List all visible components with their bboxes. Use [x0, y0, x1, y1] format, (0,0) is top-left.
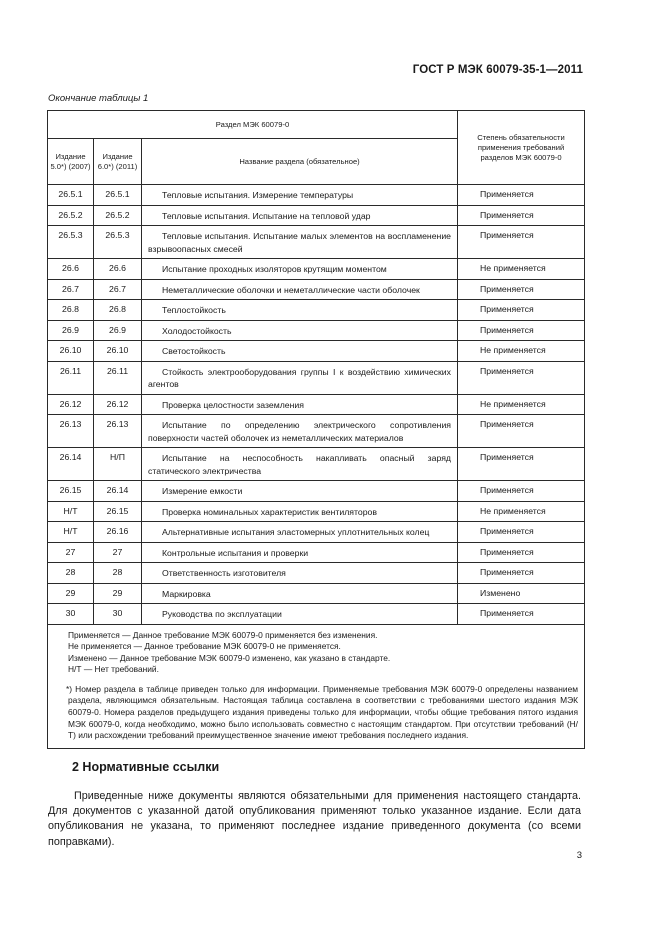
col3-header: Название раздела (обязательное) — [142, 139, 458, 185]
section-ed6: 27 — [94, 542, 142, 563]
table-notes — [48, 624, 585, 748]
group-header: Раздел МЭК 60079-0 — [48, 111, 458, 139]
section-ed6: 26.10 — [94, 341, 142, 362]
table-row — [48, 300, 585, 321]
note-no-requirements: Н/Т — Нет требований. — [68, 664, 159, 675]
table-caption: Окончание таблицы 1 — [48, 93, 149, 104]
section-ed6: 26.15 — [94, 501, 142, 522]
section-name-text: Измерение емкости — [162, 486, 243, 496]
section-ed5: 30 — [48, 604, 94, 625]
table-row — [48, 448, 585, 481]
section-name — [142, 522, 458, 543]
section-name — [142, 341, 458, 362]
section-name — [142, 563, 458, 584]
table-row — [48, 320, 585, 341]
section-name — [142, 226, 458, 259]
section-name-text: Ответственность изготовителя — [162, 568, 286, 578]
section-name — [142, 279, 458, 300]
section-name-text: Проверка целостности заземления — [162, 399, 304, 410]
section-ed5: 26.7 — [48, 279, 94, 300]
table-row — [48, 279, 585, 300]
section-name — [142, 542, 458, 563]
section-ed5: 26.14 — [48, 448, 94, 481]
section-ed5: 28 — [48, 563, 94, 584]
section-ed6: 26.8 — [94, 300, 142, 321]
section-ed6: 30 — [94, 604, 142, 625]
section-name — [142, 501, 458, 522]
section-name — [142, 259, 458, 280]
section-name — [142, 394, 458, 415]
table-row — [48, 226, 585, 259]
section-name-text: Холодостойкость — [162, 325, 232, 336]
table-footnote: *) Номер раздела в таблице приведен только для информации. Применяемые требования МЭК 60079-0 определены названием раздела, являющимся обязательным. Настоящая таблица составлена в соответствии с требованиями шестого издания МЭК 60079-0. Номера разделов предыдущего издания приведены только для информации, чтобы общие требования пятого издания МЭК 60079-0, когда необходимо, можно было использовать совместно с настоящим стандартом. При отсутствии требований (Н/Т) или расхождении требований преимущественное значение имеют требования последнего издания. — [66, 683, 579, 741]
section-ed6: 26.12 — [94, 394, 142, 415]
section-status: Применяется — [458, 279, 585, 300]
table-row — [48, 259, 585, 280]
table-row — [48, 205, 585, 226]
section-status: Не применяется — [458, 341, 585, 362]
table-row — [48, 563, 585, 584]
section-name — [142, 205, 458, 226]
section-status: Применяется — [458, 448, 585, 481]
section-status: Применяется — [458, 185, 585, 206]
section-ed6: Н/П — [94, 448, 142, 481]
section-name-text: Тепловые испытания. Испытание малых элементов на воспламенение взрывоопасных смесей — [148, 231, 452, 254]
section-status: Применяется — [458, 522, 585, 543]
col2-header: Издание 6.0*) (2011) — [94, 139, 142, 185]
section-paragraph: Приведенные ниже документы являются обязательными для применения настоящего стандарта. Для документов с указанной датой опубликования применяют только указанное издание. Если дата опубликования не указана, то применяют последнее издание приведенного документа (со всеми поправками). — [48, 790, 581, 848]
section-name-text: Теплостойкость — [162, 305, 226, 315]
section-ed5: 26.10 — [48, 341, 94, 362]
section-name — [142, 300, 458, 321]
section-name-text: Неметаллические оболочки и неметаллические части оболочек — [162, 284, 420, 295]
section-name — [142, 604, 458, 625]
section-name — [142, 481, 458, 502]
section-ed5: 26.8 — [48, 300, 94, 321]
section-title: 2 Нормативные ссылки — [72, 760, 220, 774]
table-row — [48, 481, 585, 502]
section-name — [142, 583, 458, 604]
section-ed6: 26.9 — [94, 320, 142, 341]
section-name-text: Тепловые испытания. Испытание на тепловой удар — [162, 210, 371, 221]
section-name-text: Маркировка — [162, 588, 211, 599]
section-ed5: 27 — [48, 542, 94, 563]
section-name — [142, 361, 458, 394]
requirements-table — [47, 110, 585, 749]
section-ed6: 26.6 — [94, 259, 142, 280]
section-name-text: Светостойкость — [162, 346, 226, 356]
section-ed6: 26.5.3 — [94, 226, 142, 259]
section-ed6: 26.11 — [94, 361, 142, 394]
section-name — [142, 320, 458, 341]
section-status: Не применяется — [458, 501, 585, 522]
section-status: Применяется — [458, 481, 585, 502]
section-name-text: Стойкость электрооборудования группы I к воздействию химических агентов — [148, 366, 452, 389]
section-ed6: 29 — [94, 583, 142, 604]
col1-header: Издание 5.0*) (2007) — [48, 139, 94, 185]
section-status: Применяется — [458, 415, 585, 448]
section-name-text: Контрольные испытания и проверки — [162, 547, 309, 558]
table-row — [48, 341, 585, 362]
section-name-text: Испытание на неспособность накапливать опасный заряд статического электричества — [148, 453, 452, 476]
section-ed6: 26.14 — [94, 481, 142, 502]
section-ed5: 26.5.2 — [48, 205, 94, 226]
standard-header: ГОСТ Р МЭК 60079-35-1—2011 — [412, 64, 583, 76]
section-status: Применяется — [458, 563, 585, 584]
section-ed5: 26.12 — [48, 394, 94, 415]
section-name-text: Руководства по эксплуатации — [162, 609, 282, 619]
section-ed5: 26.9 — [48, 320, 94, 341]
table-row — [48, 542, 585, 563]
table-row — [48, 185, 585, 206]
col4-header: Степень обязательности применения требований разделов МЭК 60079-0 — [458, 111, 585, 185]
section-name — [142, 448, 458, 481]
section-status: Применяется — [458, 542, 585, 563]
section-ed5: 26.11 — [48, 361, 94, 394]
section-status: Применяется — [458, 604, 585, 625]
section-status: Применяется — [458, 205, 585, 226]
section-status: Не применяется — [458, 394, 585, 415]
section-ed6: 28 — [94, 563, 142, 584]
section-ed5: 26.15 — [48, 481, 94, 502]
section-status: Применяется — [458, 226, 585, 259]
section-name-text: Проверка номинальных характеристик вентиляторов — [162, 506, 377, 517]
section-ed5: 26.5.3 — [48, 226, 94, 259]
table-row — [48, 522, 585, 543]
section-status: Применяется — [458, 361, 585, 394]
section-ed5: 26.5.1 — [48, 185, 94, 206]
section-ed6: 26.7 — [94, 279, 142, 300]
section-ed5: 29 — [48, 583, 94, 604]
section-name-text: Тепловые испытания. Измерение температуры — [162, 190, 354, 200]
section-name-text: Испытание по определению электрического сопротивления поверхности частей оболочек из неметаллических материалов — [148, 420, 452, 443]
section-ed5: 26.6 — [48, 259, 94, 280]
table-row — [48, 583, 585, 604]
section-name — [142, 415, 458, 448]
note-modified: Изменено — Данное требование МЭК 60079-0 изменено, как указано в стандарте. — [68, 652, 391, 663]
section-ed5: Н/Т — [48, 522, 94, 543]
section-ed6: 26.5.2 — [94, 205, 142, 226]
table-row — [48, 415, 585, 448]
table-row — [48, 604, 585, 625]
note-not-applies: Не применяется — Данное требование МЭК 60079-0 не применяется. — [68, 641, 341, 652]
section-name-text: Испытание проходных изоляторов крутящим моментом — [162, 264, 387, 274]
section-ed6: 26.16 — [94, 522, 142, 543]
section-ed5: Н/Т — [48, 501, 94, 522]
section-status: Применяется — [458, 300, 585, 321]
table-row — [48, 394, 585, 415]
section-ed6: 26.5.1 — [94, 185, 142, 206]
section-status: Изменено — [458, 583, 585, 604]
page-number: 3 — [576, 850, 582, 861]
note-applies: Применяется — Данное требование МЭК 60079-0 применяется без изменения. — [68, 629, 378, 640]
section-status: Применяется — [458, 320, 585, 341]
section-ed5: 26.13 — [48, 415, 94, 448]
table-row — [48, 361, 585, 394]
section-name — [142, 185, 458, 206]
section-status: Не применяется — [458, 259, 585, 280]
section-ed6: 26.13 — [94, 415, 142, 448]
table-row — [48, 501, 585, 522]
section-name-text: Альтернативные испытания эластомерных уплотнительных колец — [162, 527, 430, 537]
